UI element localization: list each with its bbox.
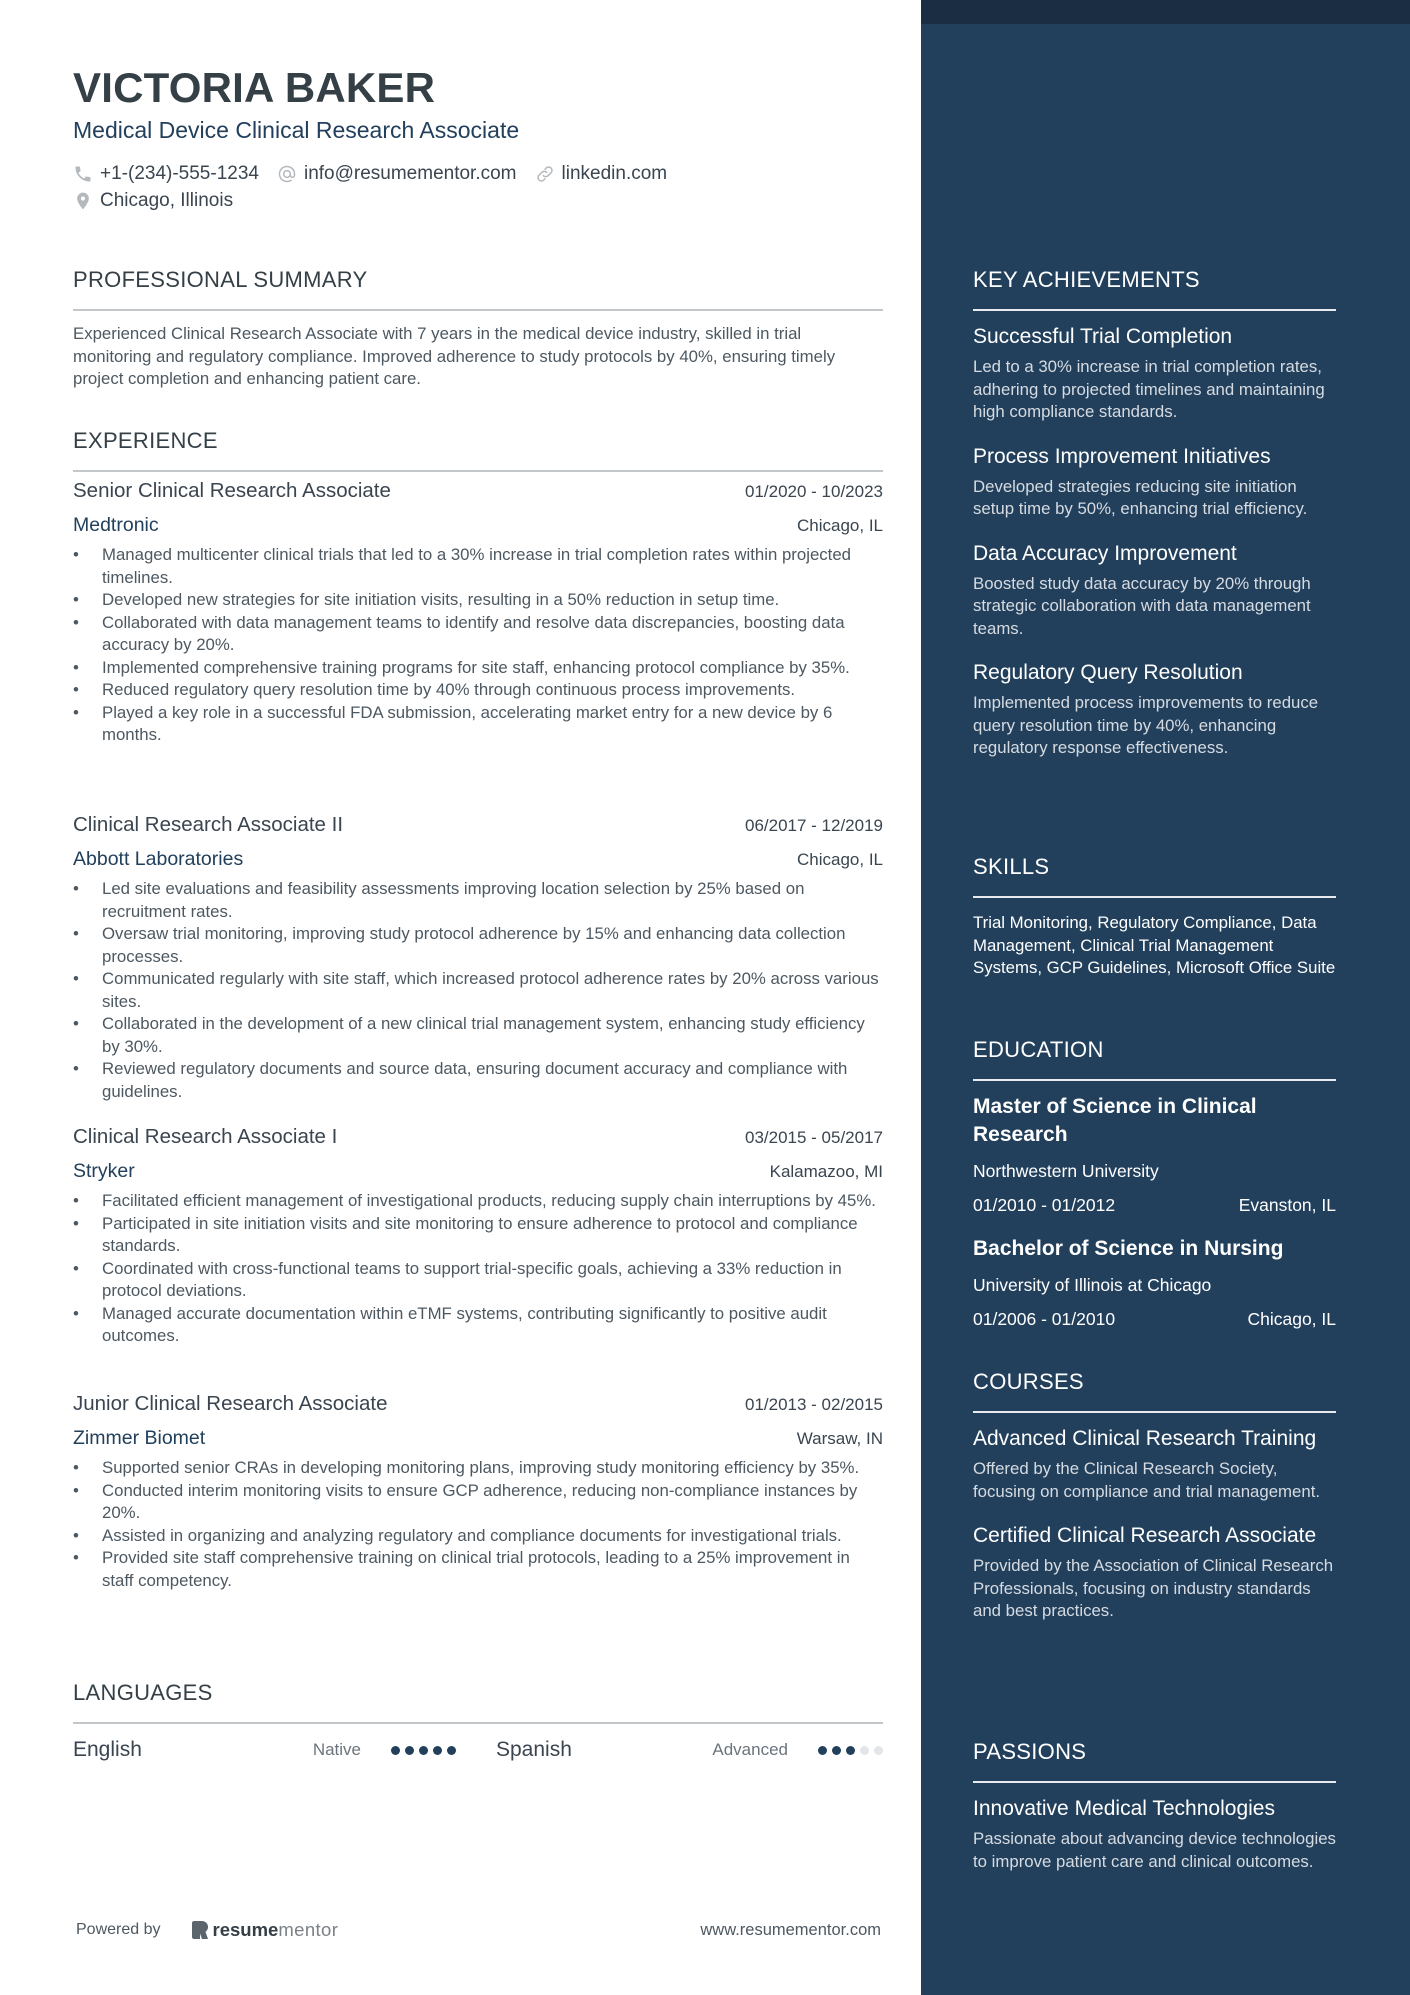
achievement-desc: Developed strategies reducing site initiation setup time by 50%, enhancing trial efficiency. xyxy=(973,476,1308,518)
section-divider xyxy=(973,896,1336,898)
passion-desc: Passionate about advancing device technologies to improve patient care and clinical outcomes. xyxy=(973,1829,1336,1871)
rating-dot-filled xyxy=(818,1746,827,1755)
job-bullet: • Managed accurate documentation within eTMF systems, contributing significantly to positive audit outcomes. xyxy=(73,1303,883,1348)
job-bullet: • Assisted in organizing and analyzing regulatory and compliance documents for investigational trials. xyxy=(73,1525,883,1548)
passion-item xyxy=(973,1795,1336,1873)
job-bullet: • Reduced regulatory query resolution time by 40% through continuous process improvements. xyxy=(73,679,883,702)
resumementor-logo[interactable] xyxy=(191,1919,339,1941)
contact-phone[interactable] xyxy=(73,163,259,185)
job-bullet: • Participated in site initiation visits and site monitoring to ensure adherence to protocol and compliance standards. xyxy=(73,1213,883,1258)
rating-dot-empty xyxy=(874,1746,883,1755)
sidebar-top-strip xyxy=(921,0,1410,24)
powered-by-label: Powered by xyxy=(76,1921,161,1938)
skills-list: Trial Monitoring, Regulatory Compliance, Data Management, Clinical Trial Management Systems, GCP Guidelines, Microsoft Office Suite xyxy=(973,913,1336,977)
rating-dot-empty xyxy=(860,1746,869,1755)
achievement-title: Data Accuracy Improvement xyxy=(973,541,1237,565)
job-title: Junior Clinical Research Associate xyxy=(73,1392,388,1415)
education-location: Chicago, IL xyxy=(1247,1309,1336,1329)
job-bullets xyxy=(73,544,883,747)
achievement-desc: Boosted study data accuracy by 20% through strategic collaboration with data management teams. xyxy=(973,573,1311,638)
job-entry xyxy=(73,813,883,1103)
passions-section xyxy=(973,1737,1336,1873)
contact-email[interactable] xyxy=(277,163,517,185)
resumementor-logo-icon xyxy=(191,1920,209,1940)
job-entry xyxy=(73,1392,883,1592)
education-degree: Bachelor of Science in Nursing xyxy=(973,1237,1284,1260)
job-bullets xyxy=(73,878,883,1103)
job-bullet: • Facilitated efficient management of investigational products, reducing supply chain interruptions by 45%. xyxy=(73,1190,883,1213)
job-bullet: • Oversaw trial monitoring, improving study protocol adherence by 15% and enhancing data collection processes. xyxy=(73,923,883,968)
section-divider xyxy=(973,1781,1336,1783)
sidebar xyxy=(921,0,1410,1995)
achievement-item xyxy=(973,540,1336,641)
education-school: Northwestern University xyxy=(973,1161,1159,1181)
courses-heading: COURSES xyxy=(973,1369,1084,1394)
rating-dot-filled xyxy=(846,1746,855,1755)
location-text: Chicago, Illinois xyxy=(100,190,234,211)
rating-dot-filled xyxy=(433,1746,442,1755)
language-item xyxy=(73,1738,496,1762)
achievement-title: Regulatory Query Resolution xyxy=(973,661,1243,684)
job-bullet: • Collaborated in the development of a new clinical trial management system, enhancing study efficiency by 30%. xyxy=(73,1013,883,1058)
language-rating xyxy=(391,1746,456,1755)
achievements-section xyxy=(973,265,1336,760)
email-text: info@resumementor.com xyxy=(303,163,517,184)
job-bullets xyxy=(73,1190,883,1348)
education-item xyxy=(973,1093,1336,1217)
course-desc: Offered by the Clinical Research Society, focusing on compliance and trial management. xyxy=(973,1459,1321,1501)
candidate-name: VICTORIA BAKER xyxy=(73,64,436,111)
section-divider xyxy=(73,470,883,472)
education-item xyxy=(973,1235,1336,1331)
language-item xyxy=(496,1738,883,1762)
section-divider xyxy=(973,309,1336,311)
rating-dot-filled xyxy=(447,1746,456,1755)
achievement-item xyxy=(973,443,1336,521)
job-bullet: • Collaborated with data management teams to identify and resolve data discrepancies, boosting data accuracy by 20%. xyxy=(73,612,883,657)
contact-info xyxy=(73,161,883,215)
passion-title: Innovative Medical Technologies xyxy=(973,1797,1275,1820)
rating-dot-filled xyxy=(419,1746,428,1755)
education-dates: 01/2010 - 01/2012 xyxy=(973,1195,1116,1215)
courses-section xyxy=(973,1367,1336,1623)
job-dates: 03/2015 - 05/2017 xyxy=(744,1128,883,1147)
logo-text-light: mentor xyxy=(278,1919,339,1940)
achievement-desc: Led to a 30% increase in trial completion rates, adhering to projected timelines and maintaining high compliance standards. xyxy=(973,357,1325,421)
job-bullet: • Implemented comprehensive training programs for site staff, enhancing protocol compliance by 35%. xyxy=(73,657,883,680)
job-location: Chicago, IL xyxy=(797,516,883,535)
phone-text: +1-(234)-555-1234 xyxy=(100,163,259,184)
course-item xyxy=(973,1522,1336,1623)
job-location: Warsaw, IN xyxy=(796,1429,883,1448)
linkedin-text: linkedin.com xyxy=(561,163,668,184)
achievement-item xyxy=(973,323,1336,424)
job-location: Chicago, IL xyxy=(797,850,883,869)
job-title: Clinical Research Associate I xyxy=(73,1125,338,1148)
footer xyxy=(76,1915,881,1945)
education-section xyxy=(973,1035,1336,1331)
section-divider xyxy=(973,1411,1336,1413)
phone-icon xyxy=(73,164,93,184)
job-bullet: • Communicated regularly with site staff, which increased protocol adherence rates by 20% across various sites. xyxy=(73,968,883,1013)
achievement-title: Successful Trial Completion xyxy=(973,325,1233,348)
language-name: Spanish xyxy=(496,1738,572,1761)
achievement-title: Process Improvement Initiatives xyxy=(973,444,1271,468)
map-pin-icon xyxy=(73,191,93,211)
course-desc: Provided by the Association of Clinical Research Professionals, focusing on industry standards and best practices. xyxy=(973,1556,1334,1620)
candidate-title: Medical Device Clinical Research Associate xyxy=(73,117,520,143)
contact-linkedin[interactable] xyxy=(535,163,668,185)
job-title: Clinical Research Associate II xyxy=(73,813,344,836)
language-rating xyxy=(818,1746,883,1755)
experience-section xyxy=(73,426,883,472)
contact-location xyxy=(73,190,233,212)
section-divider xyxy=(73,1722,883,1724)
job-company: Medtronic xyxy=(73,514,159,536)
course-item xyxy=(973,1425,1336,1503)
achievement-desc: Implemented process improvements to reduce query resolution time by 40%, enhancing regulatory response effectiveness. xyxy=(973,693,1319,757)
link-icon xyxy=(535,164,555,184)
job-bullet: • Supported senior CRAs in developing monitoring plans, improving study monitoring efficiency by 35%. xyxy=(73,1457,883,1480)
job-dates: 01/2020 - 10/2023 xyxy=(744,482,883,501)
website-link[interactable]: www.resumementor.com xyxy=(700,1920,881,1939)
job-bullet: • Coordinated with cross-functional teams to support trial-specific goals, achieving a 33% reduction in protocol deviations. xyxy=(73,1258,883,1303)
job-entry xyxy=(73,479,883,747)
job-bullet: • Reviewed regulatory documents and source data, ensuring document accuracy and compliance with guidelines. xyxy=(73,1058,883,1103)
course-title: Certified Clinical Research Associate xyxy=(973,1524,1317,1547)
section-divider xyxy=(73,309,883,311)
job-company: Abbott Laboratories xyxy=(73,848,244,870)
section-divider xyxy=(973,1079,1336,1081)
job-location: Kalamazoo, MI xyxy=(769,1162,883,1181)
rating-dot-filled xyxy=(832,1746,841,1755)
passions-heading: PASSIONS xyxy=(973,1739,1087,1764)
language-level: Advanced xyxy=(712,1740,788,1759)
experience-heading: EXPERIENCE xyxy=(73,428,218,453)
education-dates: 01/2006 - 01/2010 xyxy=(973,1309,1116,1329)
achievement-item xyxy=(973,659,1336,760)
education-location: Evanston, IL xyxy=(1238,1195,1336,1215)
summary-heading: PROFESSIONAL SUMMARY xyxy=(73,267,368,292)
rating-dot-filled xyxy=(405,1746,414,1755)
job-title: Senior Clinical Research Associate xyxy=(73,479,391,502)
job-bullet: • Managed multicenter clinical trials that led to a 30% increase in trial completion rates within projected timelines. xyxy=(73,544,883,589)
job-company: Zimmer Biomet xyxy=(73,1427,206,1449)
summary-section xyxy=(73,265,883,391)
education-degree: Master of Science in Clinical Research xyxy=(973,1095,1257,1146)
summary-text: Experienced Clinical Research Associate with 7 years in the medical device industry, skilled in trial monitoring and regulatory compliance. Improved adherence to study protocols by 40%, ensuring timely project completion and enhancing patient care. xyxy=(73,324,836,388)
languages-heading: LANGUAGES xyxy=(73,1680,213,1705)
job-dates: 06/2017 - 12/2019 xyxy=(744,816,883,835)
logo-text-bold: resume xyxy=(212,1919,279,1940)
job-bullets xyxy=(73,1457,883,1592)
rating-dot-filled xyxy=(391,1746,400,1755)
languages-section xyxy=(73,1678,883,1766)
main-column xyxy=(73,0,883,1995)
job-dates: 01/2013 - 02/2015 xyxy=(744,1395,883,1414)
education-heading: EDUCATION xyxy=(973,1037,1104,1062)
skills-section xyxy=(973,852,1336,980)
language-name: English xyxy=(73,1738,142,1761)
job-bullet: • Developed new strategies for site initiation visits, resulting in a 50% reduction in setup time. xyxy=(73,589,883,612)
skills-heading: SKILLS xyxy=(973,854,1050,879)
job-bullet: • Conducted interim monitoring visits to ensure GCP adherence, reducing non-compliance instances by 20%. xyxy=(73,1480,883,1525)
job-bullet: • Led site evaluations and feasibility assessments improving location selection by 25% based on recruitment rates. xyxy=(73,878,883,923)
education-school: University of Illinois at Chicago xyxy=(973,1275,1212,1295)
at-icon xyxy=(277,164,297,184)
job-bullet: • Played a key role in a successful FDA submission, accelerating market entry for a new device by 6 months. xyxy=(73,702,883,747)
job-bullet: • Provided site staff comprehensive training on clinical trial protocols, leading to a 25% improvement in staff competency. xyxy=(73,1547,883,1592)
achievements-heading: KEY ACHIEVEMENTS xyxy=(973,267,1200,292)
job-company: Stryker xyxy=(73,1160,135,1182)
job-entry xyxy=(73,1125,883,1348)
course-title: Advanced Clinical Research Training xyxy=(973,1427,1317,1450)
language-level: Native xyxy=(312,1740,361,1759)
